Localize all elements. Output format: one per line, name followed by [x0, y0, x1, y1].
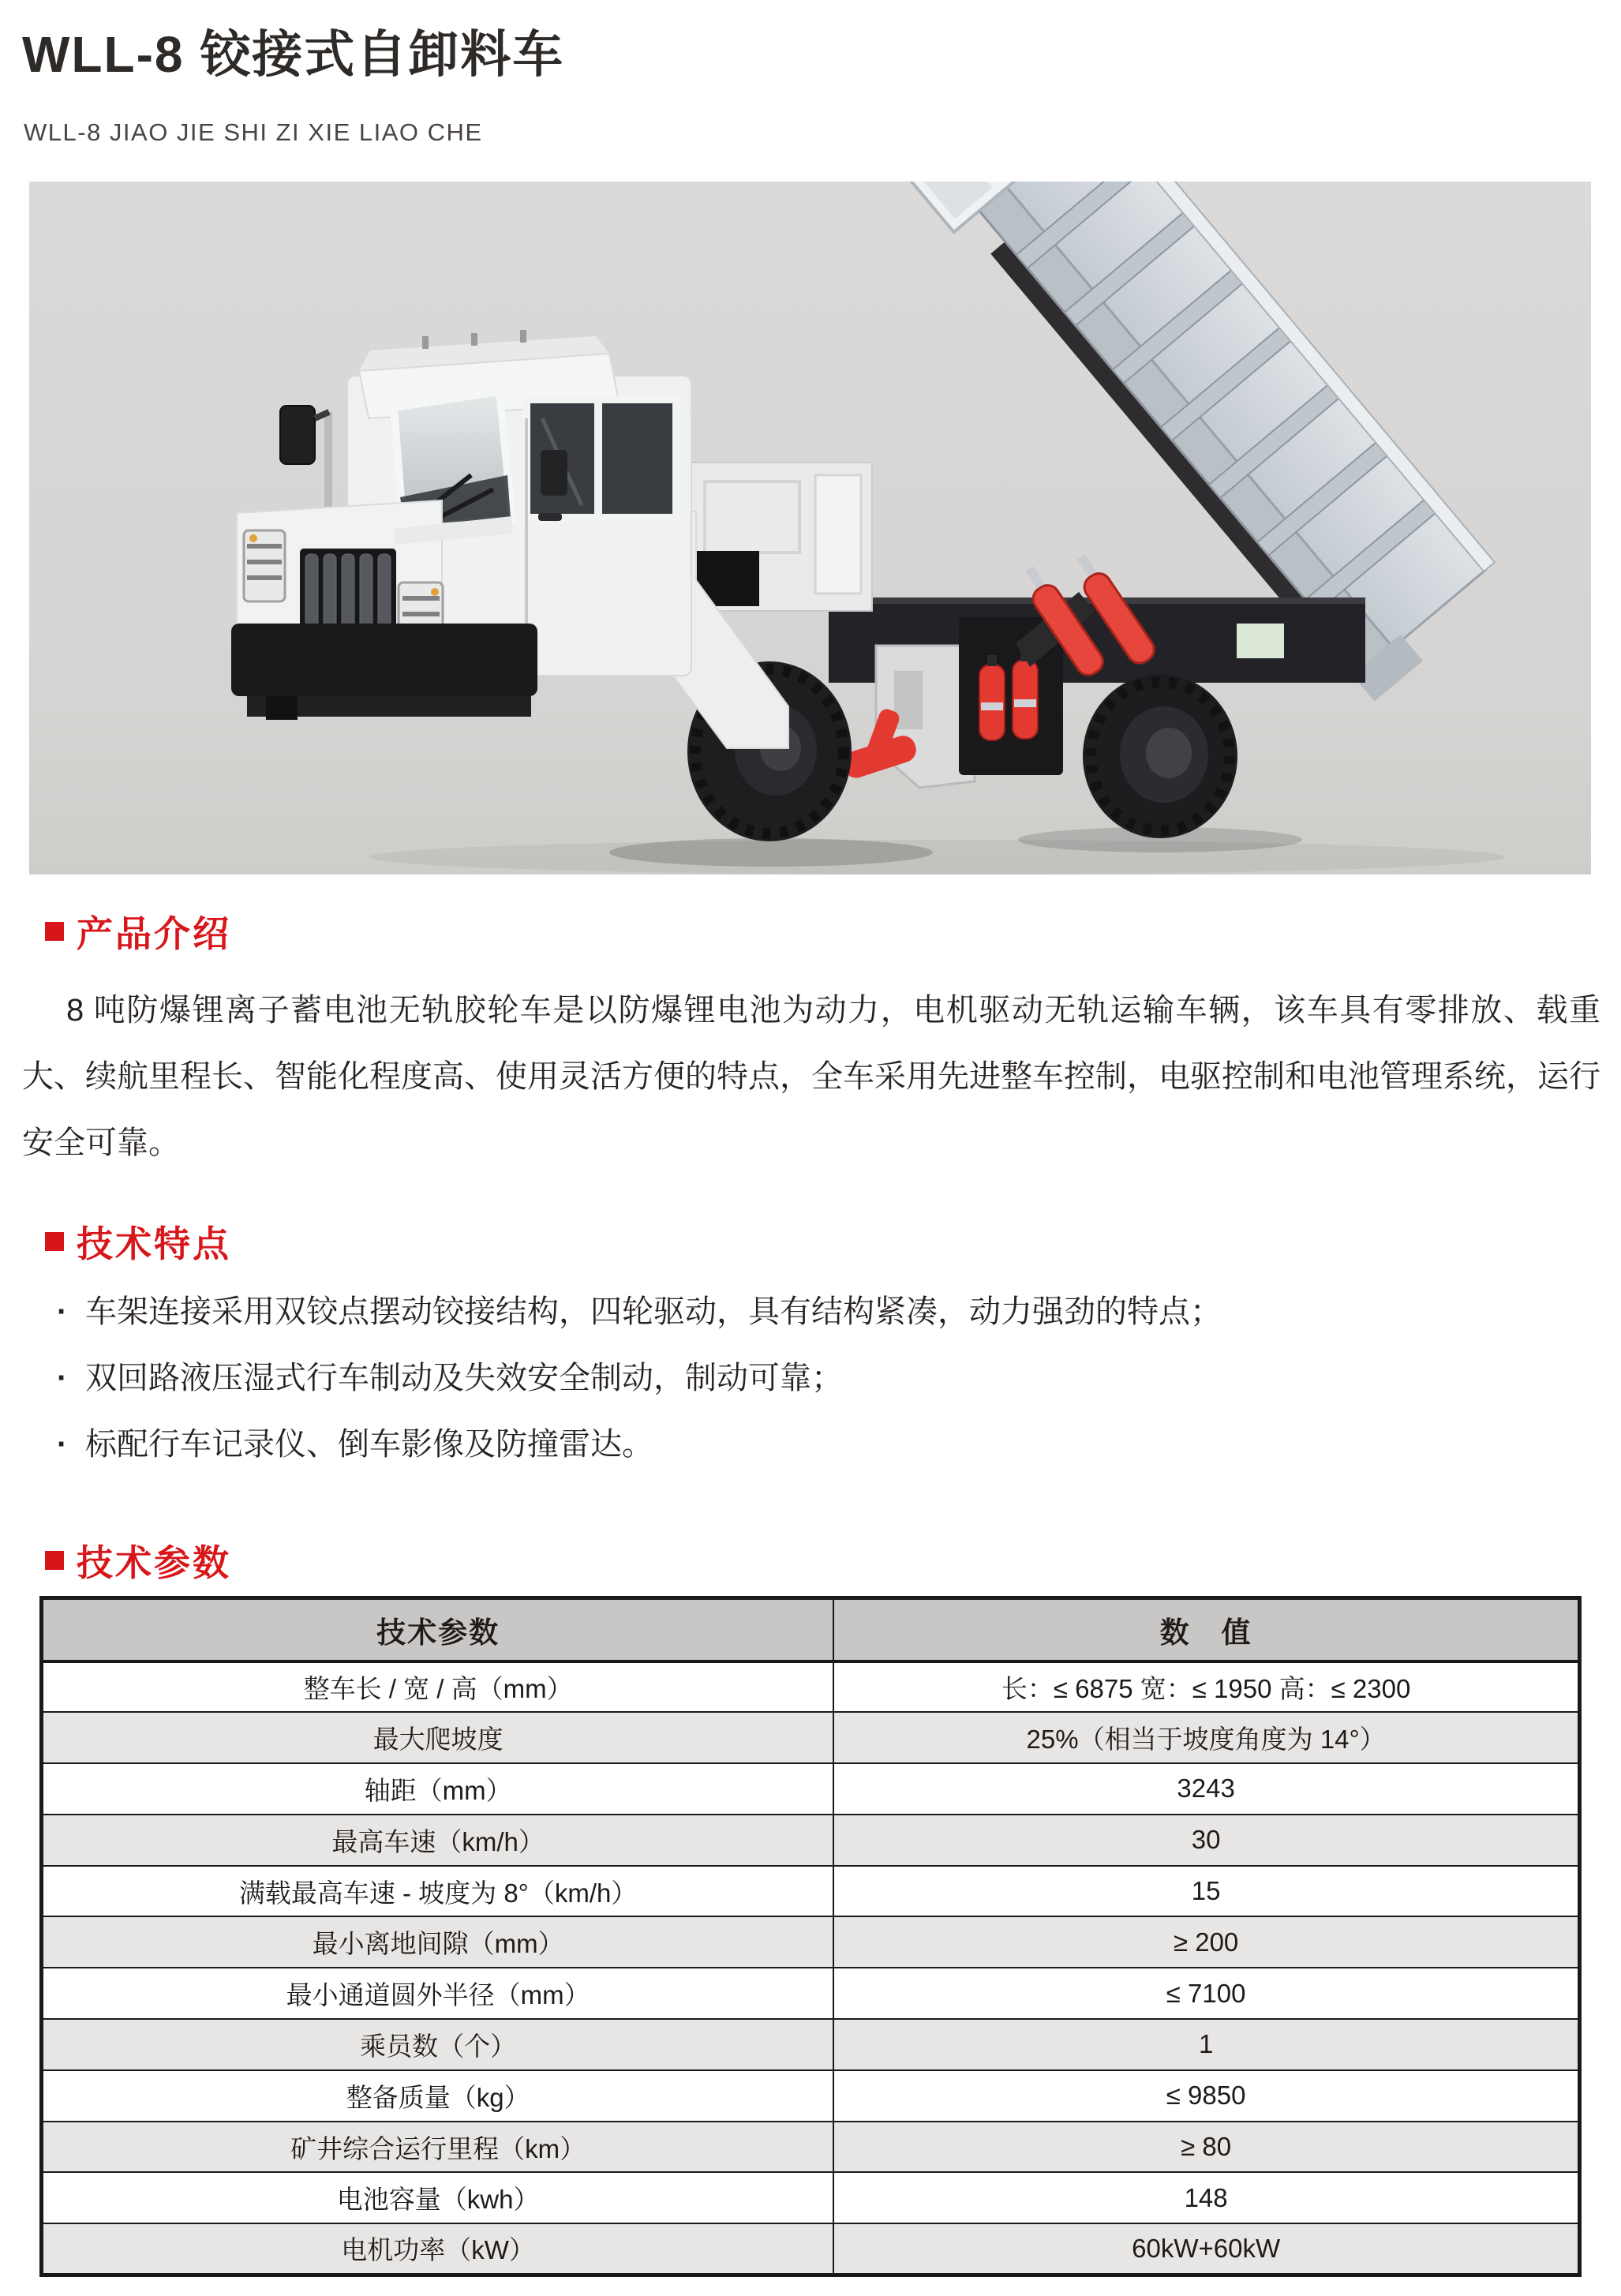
- spec-label: 电机功率（kW）: [42, 2223, 834, 2275]
- spec-value: ≥ 200: [833, 1916, 1579, 1968]
- table-row: [42, 1712, 1580, 1763]
- spec-label: 最小离地间隙（mm）: [42, 1916, 834, 1968]
- table-row: [42, 2070, 1580, 2122]
- intro-heading-text: 产品介绍: [77, 913, 231, 954]
- spec-value: 30: [833, 1815, 1579, 1866]
- spec-value: 长：≤ 6875 宽：≤ 1950 高：≤ 2300: [833, 1661, 1579, 1713]
- spec-value: 60kW+60kW: [833, 2223, 1579, 2275]
- section-specs-heading: [45, 1534, 231, 1586]
- spec-value: ≤ 7100: [833, 1968, 1579, 2019]
- features-heading-text: 技术特点: [77, 1223, 231, 1264]
- table-header-row: [42, 1598, 1580, 1661]
- feature-item: [57, 1345, 1222, 1411]
- section-features-heading: [45, 1215, 231, 1268]
- truck-illustration: [29, 182, 1591, 875]
- table-row: [42, 1661, 1580, 1713]
- spec-value: ≤ 9850: [833, 2070, 1579, 2122]
- dot-bullet: ·: [57, 1294, 68, 1329]
- spec-value: 148: [833, 2172, 1579, 2223]
- table-row: [42, 2122, 1580, 2173]
- rear-wheel: [1083, 674, 1237, 838]
- table-row: [42, 1916, 1580, 1968]
- equipment-box: [687, 463, 872, 611]
- table-row: [42, 2172, 1580, 2223]
- spec-value: 1: [833, 2019, 1579, 2070]
- spec-value: 3243: [833, 1763, 1579, 1815]
- features-list: [57, 1279, 1222, 1478]
- table-row: [42, 1815, 1580, 1866]
- specs-table: [39, 1596, 1582, 2277]
- tow-hook: [266, 696, 298, 720]
- feature-text: 车架连接采用双铰点摆动铰接结构，四轮驱动，具有结构紧凑，动力强劲的特点；: [85, 1294, 1222, 1329]
- red-square-bullet-icon: [45, 922, 64, 941]
- spec-label: 电池容量（kwh）: [42, 2172, 834, 2223]
- column-header-parameter: 技术参数: [42, 1598, 834, 1661]
- table-row: [42, 2223, 1580, 2275]
- spec-label: 最大爬坡度: [42, 1712, 834, 1763]
- feature-item: [57, 1411, 1222, 1478]
- spec-value: 15: [833, 1866, 1579, 1917]
- spec-value: ≥ 80: [833, 2122, 1579, 2173]
- product-photo: [29, 182, 1591, 875]
- feature-text: 标配行车记录仪、倒车影像及防撞雷达。: [85, 1427, 653, 1462]
- door-handle: [538, 513, 562, 521]
- red-square-bullet-icon: [45, 1551, 64, 1570]
- page-subtitle: WLL-8 JIAO JIE SHI ZI XIE LIAO CHE: [24, 118, 483, 146]
- dot-bullet: ·: [57, 1361, 68, 1395]
- spec-label: 乘员数（个）: [42, 2019, 834, 2070]
- table-row: [42, 1968, 1580, 2019]
- spec-value: 25%（相当于坡度角度为 14°）: [833, 1712, 1579, 1763]
- intro-paragraph: 8 吨防爆锂离子蓄电池无轨胶轮车是以防爆锂电池为动力，电机驱动无轨运输车辆，该车具有零排放、载重大、续航里程长、智能化程度高、使用灵活方便的特点，全车采用先进整车控制，电驱控制和电池管理系统，运行安全可靠。: [22, 993, 1600, 1160]
- red-square-bullet-icon: [45, 1232, 64, 1251]
- spec-label: 最小通道圆外半径（mm）: [42, 1968, 834, 2019]
- spec-label: 满载最高车速 - 坡度为 8°（km/h）: [42, 1866, 834, 1917]
- spec-label: 最高车速（km/h）: [42, 1815, 834, 1866]
- spec-label: 整备质量（kg）: [42, 2070, 834, 2122]
- front-bumper: [231, 624, 537, 696]
- table-row: [42, 1866, 1580, 1917]
- specs-heading-text: 技术参数: [77, 1542, 231, 1583]
- page-title: WLL-8 铰接式自卸料车: [22, 26, 565, 83]
- right-mirror: [541, 450, 567, 496]
- table-row: [42, 2019, 1580, 2070]
- feature-item: [57, 1279, 1222, 1345]
- table-row: [42, 1763, 1580, 1815]
- left-step-grille: [244, 530, 285, 601]
- spec-label: 矿井综合运行里程（km）: [42, 2122, 834, 2173]
- feature-text: 双回路液压湿式行车制动及失效安全制动，制动可靠；: [85, 1361, 843, 1395]
- column-header-value: 数 值: [833, 1598, 1579, 1661]
- dot-bullet: ·: [57, 1427, 68, 1462]
- spec-label: 整车长 / 宽 / 高（mm）: [42, 1661, 834, 1713]
- section-intro-heading: [45, 905, 231, 957]
- spec-label: 轴距（mm）: [42, 1763, 834, 1815]
